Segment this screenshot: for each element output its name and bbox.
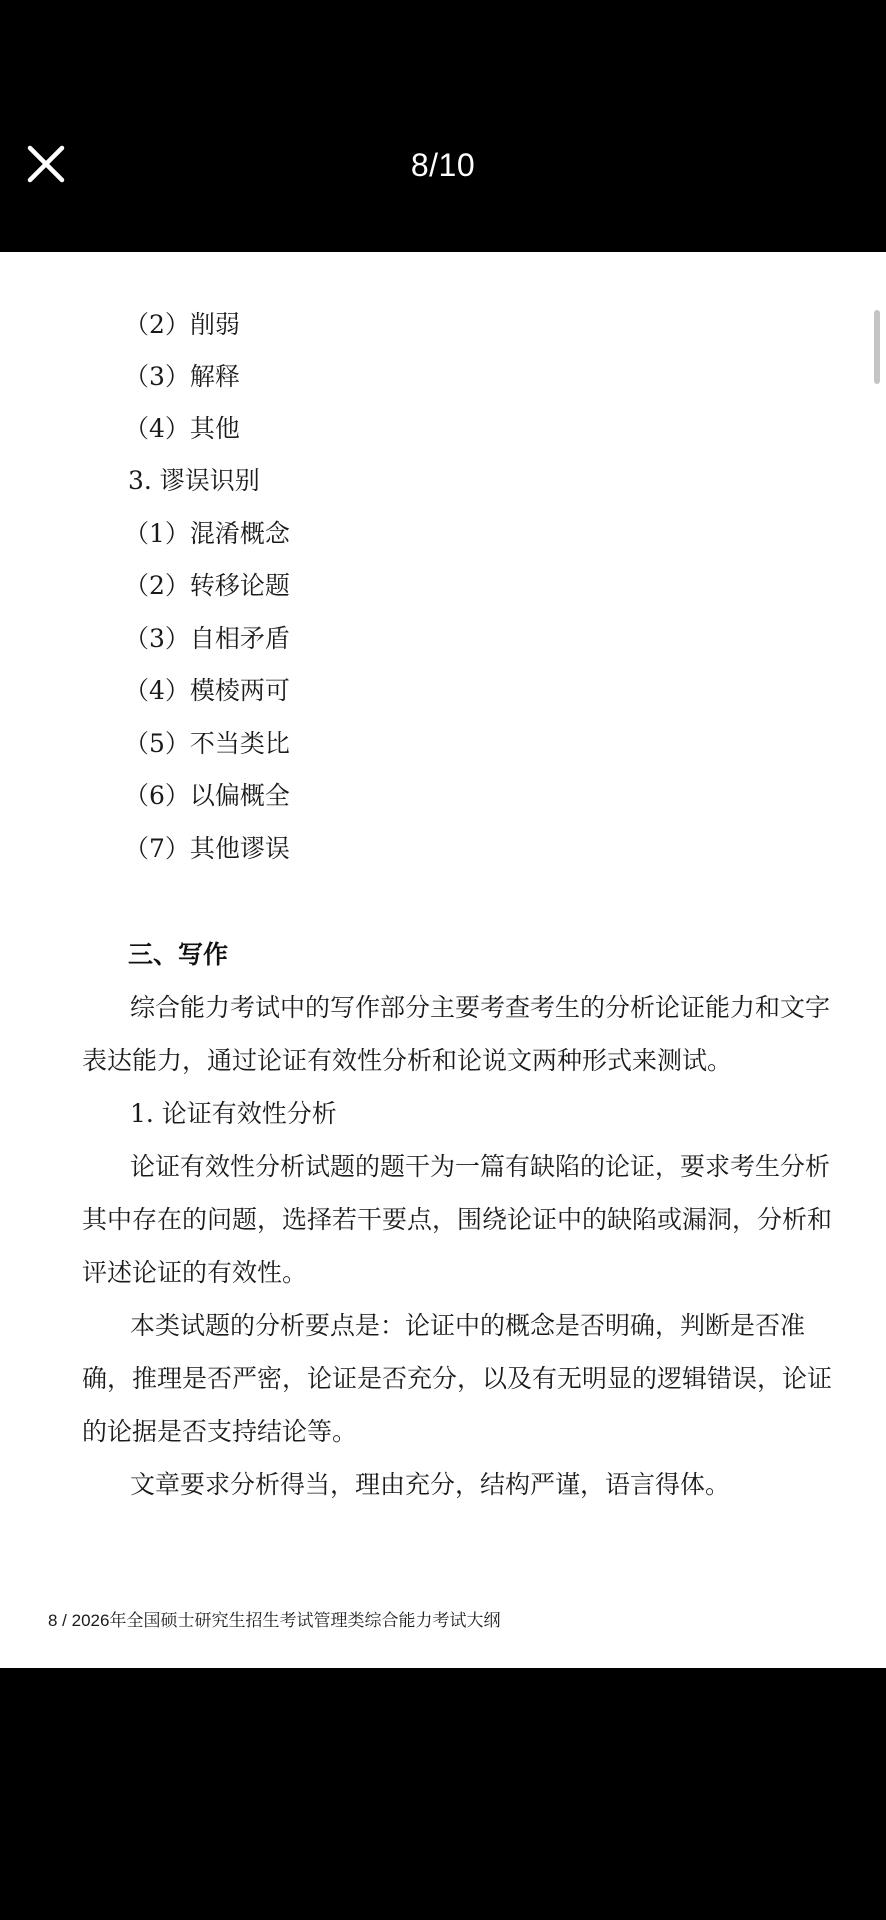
section-heading: 三、写作 <box>128 940 229 969</box>
paragraph-line: 其中存在的问题，选择若干要点，围绕论证中的缺陷或漏洞，分析和 <box>82 1205 833 1234</box>
subheading: 1. 论证有效性分析 <box>130 1099 337 1128</box>
paragraph-line: 论证有效性分析试题的题干为一篇有缺陷的论证，要求考生分析 <box>130 1152 831 1181</box>
paragraph-line: 确，推理是否严密，论证是否充分，以及有无明显的逻辑错误，论证 <box>82 1364 833 1393</box>
paragraph-line: 本类试题的分析要点是：论证中的概念是否明确，判断是否准 <box>130 1311 806 1340</box>
list-item: （3）自相矛盾 <box>124 624 290 653</box>
list-item: （2）转移论题 <box>124 571 290 600</box>
page-footer: 8 / 2026年全国硕士研究生招生考试管理类综合能力考试大纲 <box>48 1611 501 1630</box>
viewer-bottom-area <box>0 1668 886 1920</box>
paragraph-line: 表达能力，通过论证有效性分析和论说文两种形式来测试。 <box>82 1046 733 1075</box>
list-item: （5）不当类比 <box>124 729 290 758</box>
paragraph-line: 综合能力考试中的写作部分主要考查考生的分析论证能力和文字 <box>130 993 831 1022</box>
viewer-top-bar <box>0 0 886 252</box>
scrollbar[interactable] <box>874 310 880 384</box>
list-item: （4）模棱两可 <box>124 676 290 705</box>
list-item: （2）削弱 <box>124 310 240 339</box>
list-item: （7）其他谬误 <box>124 834 290 863</box>
list-item: （3）解释 <box>124 362 240 391</box>
list-item: （1）混淆概念 <box>124 519 290 548</box>
paragraph-line: 的论据是否支持结论等。 <box>82 1417 358 1446</box>
document-page[interactable] <box>0 252 886 1668</box>
list-item: （4）其他 <box>124 414 240 443</box>
list-heading: 3. 谬误识别 <box>128 466 260 495</box>
page-counter: 8/10 <box>410 147 476 183</box>
paragraph-line: 文章要求分析得当，理由充分，结构严谨，语言得体。 <box>130 1470 731 1499</box>
list-item: （6）以偏概全 <box>124 781 290 810</box>
paragraph-line: 评述论证的有效性。 <box>82 1258 308 1287</box>
